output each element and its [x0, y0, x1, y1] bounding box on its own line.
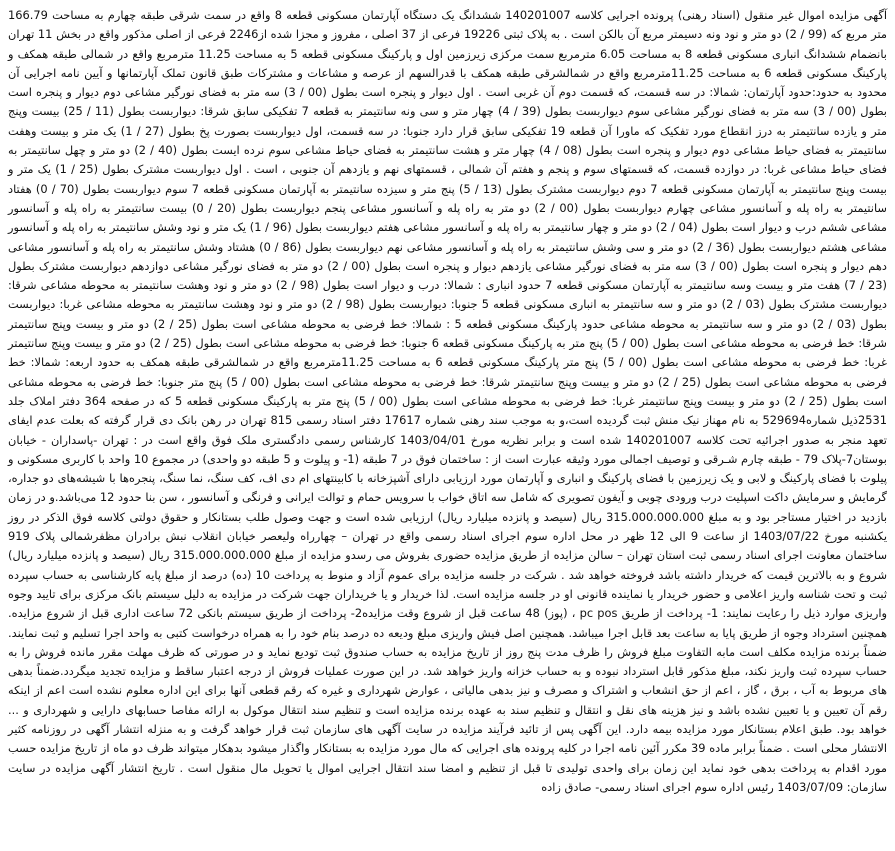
auction-notice-text: آگهی مزایده اموال غیر منقول (اسناد رهنی) پرونده اجرایی کلاسه 140201007 ششدانگ یک دستگاه آپارتمان مسکونی قطعه 8 واقع در سمت شرقی طبقه چهارم به مساحت 166.79 متر مربع که (99 / 2) دو متر و نود ونه دسیمتر مربع آن بالکن است . به پلاک ثبتی 19226 فرعی از 37 اصلی ، مفروز و مجزا شده از2246 فرعی از اصلی مذکور واقع در بخش 11 تهران بانضمام ششدانگ انباری مسکونی قطعه 8 به مساحت 6.05 مترمربع سمت مرکزی زیرزمین اول و پارکینگ مسکونی قطعه 5 به مساحت 11.25 مترمربع واقع در شمالی طبقه همکف و پارکینگ مسکونی قطعه 6 به مساحت 11.25مترمربع واقع در شمالشرقی طبقه همکف با قدرالسهم از عرصه و مشاعات و مشترکات طبق قانون تملک آپارتمانها و آیین نامه اجرایی آن محدود به حدود:حدود آپارتمان: شمالا: در سه قسمت، که قسمت دوم آن غربی است . اول دیوار و پنجره است بطول (00 / 3) سه متر به فضای نورگیر مشاعی دوم دیوار و پنجره است بطول (00 / 3) سه متر به فضای نورگیر مشاعی سوم دیواربست بطول (39 / 4) چهار متر و سی ونه سانتیمتر به قطعه 7 تفکیکی سابق شرقا: دیواربست بطول (11 / 25) بیست وپنج متر و یازده سانتیمتر به درز انقطاع مورد تفکیک که ماورا آن قطعه 19 تفکیکی سابق قرار دارد جنوبا: در سه قسمت، اول دیواربست بصورت پخ بطول (27 / 1) یک متر و بیست وهفت سانتیمتر به فضای حیاط مشاعی دوم دیوار و پنجره است بطول (08 / 4) چهار متر و هشت سانتیمتر به فضای حیاط مشاعی سوم نرده ایست بطول (40 / 2) دو متر و چهل سانتیمتر به فضای حیاط مشاعی غربا: در دوازده قسمت، که قسمتهای سوم و پنجم و هفتم آن شمالی ، قسمتهای نهم و یازدهم آن جنوبی ، است . اول دیواربست مشترک بطول (25 / 1) یک متر و بیست وپنج سانتیمتر به آپارتمان مسکونی قطعه 7 دوم دیواربست مشترک بطول (13 / 5) پنج متر و سیزده سانتیمتر به آپارتمان مسکونی قطعه 7 سوم دیواربست بطول (70 / 0) هفتاد سانتیمتر به راه پله و آسانسور مشاعی چهارم دیواربست بطول (00 / 2) دو متر به راه پله و آسانسور مشاعی پنجم دیواربست بطول (20 / 0) بیست سانتیمتر به راه پله و آسانسور مشاعی ششم درب و دیوار است بطول (04 / 2) دو متر و چهار سانتیمتر به راه پله و آسانسور مشاعی هفتم دیواربست بطول (96 / 1) یک متر و نود وشش سانتیمتر به راه پله و آسانسور مشاعی هشتم دیواربست بطول (36 / 2) دو متر و سی وشش سانتیمتر به راه پله و آسانسور مشاعی نهم دیواربست بطول (86 / 0) هشتاد وشش سانتیمتر به راه پله و آسانسور مشاعی دهم دیوار و پنجره است بطول (00 / 3) سه متر به فضای نورگیر مشاعی یازدهم دیوار و پنجره است بطول (00 / 2) دو متر به فضای نورگیر مشاعی دوازدهم دیواربست مشترک بطول (23 / 7) هفت متر و بیست وسه سانتیمتر به آپارتمان مسکونی قطعه 7 حدود انباری : شمالا: درب و دیوار است بطول (98 / 2) دو متر و نود وهشت سانتیمتر به محوطه مشاعی شرقا: دیواربست مشترک بطول (03 / 2) دو متر و سه سانتیمتر به انباری مسکونی قطعه 5 جنوبا: دیواربست بطول (98 / 2) دو متر و نود وهشت سانتیمتر به محوطه مشاعی غربا: دیواربست بطول (03 / 2) دو متر و سه سانتیمتر به محوطه مشاعی حدود پارکینگ مسکونی قطعه 5 : شمالا: خط فرضی به محوطه مشاعی است بطول (25 / 2) دو متر و بیست وپنج سانتیمتر شرقا: خط فرضی به محوطه مشاعی است بطول (00 / 5) پنج متر به پارکینگ مسکونی قطعه 6 جنوبا: خط فرضی به محوطه مشاعی است بطول (25 / 2) دو متر و بیست وپنج سانتیمتر غربا: خط فرضی به محوطه مشاعی است بطول (00 / 5) پنج متر پارکینگ مسکونی قطعه 6 به مساحت 11.25مترمربع واقع در شمالشرقی طبقه همکف به حدود اربعه: شمالا: خط فرضی به محوطه مشاعی است بطول (25 / 2) دو متر و بیست وپنج سانتیمتر شرقا: خط فرضی به محوطه مشاعی است بطول (00 / 5) پنج متر جنوبا: خط فرضی به محوطه مشاعی است بطول (25 / 2) دو متر و بیست وپنج سانتیمتر غربا: خط فرضی به محوطه مشاعی است بطول (00 / 5) پنج متر به پارکینگ مسکونی قطعه 5 که در صفحه 364 دفتر املاک جلد 2531ذیل شماره529694 به نام مهناز نیک منش ثبت گردیده است،و به موجب سند رهنی شماره 17617 دفتر اسناد رسمی 815 تهران در رهن بانک دی قرار گرفته که بعلت عدم ایفای تعهد منجر به صدور اجرائیه تحت کلاسه 140201007 شده است و برابر نظریه مورخ 1403/04/01 کارشناس رسمی دادگستری ملک فوق واقع است در : تهران -پاسداران - خیابان بوستان7-پلاک 79 - طبقه چارم شـرقی و توصیف اجمالی مورد وثیقه عبارت است از : ساختمان فوق در 7 طبقه (1- و پیلوت و 5 طبقه دو واحدی) در مجموع 10 واحد با کاربری مسکونی و پیلوت با فضای پارکینگ و لابی و یک زیرزمین با فضای پارکینگ و انباری و آپارتمان مورد ارزیابی دارای آشپزخانه با کابینتهای ام دی اف، کف سنگ، نما سنگ، پنجره‌ها با شیشه‌های دو جداره، گرمایش و سرمایش داکت اسپلیت درب ورودی چوبی و آیفون تصویری که شامل سه اتاق خواب با سرویس حمام و توالت ایرانی و فرنگی و آسانسور ، سن بنا حدود 12 می‌باشد.و در زمان بازدید در اختیار مستاجر بود و به مبلغ 315.000.000.000 ریال (سیصد و پانزده میلیارد ریال) ارزیابی شده است و جهت وصول طلب بستانکار و حقوق دولتی کلاسه فوق الذکر در روز یکشنبه مورخ 1403/07/22 از ساعت 9 الی 12 ظهر در محل اداره سوم اجرای اسناد رسمی واقع در تهران – چهارراه ولیعصر خیابان انقلاب نبش برادران مظفرشمالی پلاک 919 ساختمان معاونت اجرای اسناد رسمی ثبت استان تهران – سالن مزایده از طریق مزایده حضوری بفروش می رسدو مزایده از مبلغ 315.000.000.000 ریال (سیصد و پانزده میلیارد ریال) شروع و به بالاترین قیمت که خریدار داشته باشد فروخته خواهد شد . شرکت در جلسه مزایده برای عموم آزاد و منوط به پرداخت 10 (ده) درصد از مبلغ پایه کارشناسی به حساب سپرده ثبت و تحت شناسه واریز اعلامی و حضور خریدار یا نماینده قانونی او در جلسه مزایده است. لذا خریدار و یا خریداران جهت شرکت در مزایده به دلیل سیستم بانک مرکزی برای تایید وجوه واریزی موارد ذیل را رعایت نمایند: 1- پرداخت از طریق pc pos ، (پوز) 48 ساعت قبل از شروع وقت مزایده2- پرداخت از طریق سیستم بانکی 72 ساعت اداری قبل از شروع مزایده. همچنین استرداد وجوه از طریق پایا به ساعت بعد قابل اجرا میباشد. همچنین اصل فیش واریزی مبلغ ودیعه ده درصد بنام خود را به همراه درخواست کتبی به واحد اجرا تسلیم و ثبت نمایند. ضمناً برنده مزایده مکلف است مابه التفاوت مبلغ فروش را ظرف مدت پنج روز از تاریخ مزایده به حساب صندوق ثبت تودیع نماید و در صورتی که ظرف مهلت مقرر مانده فروش را به حساب سپرده ثبت واریز نکند، مبلغ مذکور قابل استرداد نبوده و به حساب خزانه واریز خواهد شد. در این صورت عملیات فروش از درجه اعتبار ساقط و مزایده تجدید میگردد.ضمناً بدهی های مربوط به آب ، برق ، گاز ، اعم از حق انشعاب و اشتراک و مصرف و نیز بدهی مالیاتی ، عوارض شهرداری و غیره که رقم قطعی آنها برای این اداره معلوم نشده است اعم از اینکه رقم آن تعیین و یا تعیین نشده باشد و نیز هزینه های نقل و انتقال و تنظیم سند به عهده برنده مزایده است و تنظیم سند انتقال موکول به ارائه مفاصا حسابهای دارایی و شهرداری و ... خواهد بود. طبق اعلام بستانکار مورد مزایده بیمه دارد. این آگهی پس از تائید فرآیند مزایده در سایت آگهی های سازمان ثبت قرار خواهد گرفت و به منزله انتشار آگهی در روزنامه کثیر الانتشار محلی است . ضمناً برابر ماده 39 مکرر آئین نامه اجرا در کلیه پرونده های اجرایی که مال مورد مزایده به بستانکار واگذار میشود بدهکار میتواند ظرف دو ماه از تاریخ مزایده حسب مورد اقدام به پرداخت بدهی خود نماید این زمان برای واحدی تولیدی تا قبل از تنظیم و امضا سند انتقال اجرایی اموال یا تحویل مال منقول است . تاریخ انتشار آگهی مزایده در سایت سازمان: 1403/07/09 رئیس اداره سوم اجرای اسناد رسمی- صادق زاده [8, 8, 888, 794]
